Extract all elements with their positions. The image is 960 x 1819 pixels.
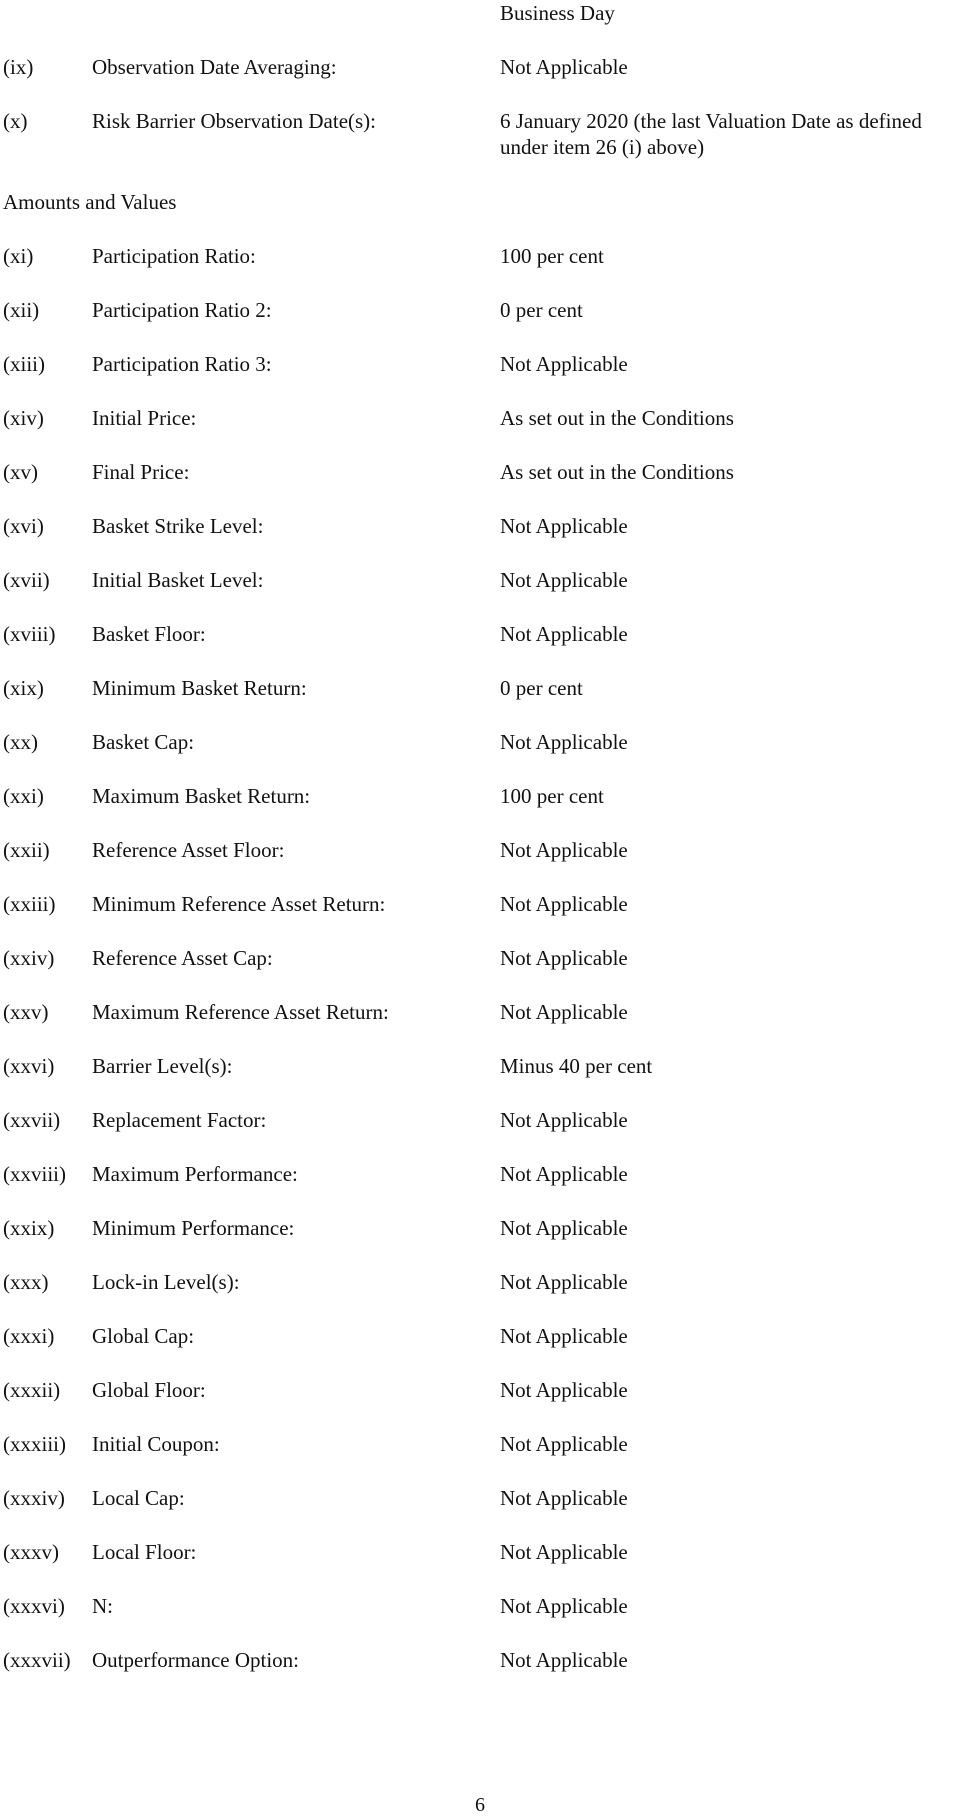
item-label: Basket Cap: xyxy=(92,730,195,754)
item-label: Replacement Factor: xyxy=(92,1108,267,1132)
item-value: Not Applicable xyxy=(500,1108,628,1132)
item-value: Not Applicable xyxy=(500,1594,628,1618)
item-value: Not Applicable xyxy=(500,352,628,376)
item-label: Maximum Basket Return: xyxy=(92,784,311,808)
item-number: (xv) xyxy=(3,460,38,484)
item-label: Minimum Basket Return: xyxy=(92,676,307,700)
page-number: 6 xyxy=(475,1794,485,1816)
item-number: (xxvi) xyxy=(3,1054,55,1078)
item-number: (xii) xyxy=(3,298,40,322)
item-value: 100 per cent xyxy=(500,244,604,268)
item-number: (xx) xyxy=(3,730,38,754)
item-number: (xxi) xyxy=(3,784,44,808)
item-label: Participation Ratio 2: xyxy=(92,298,272,322)
item-label: Minimum Performance: xyxy=(92,1216,295,1240)
item-label: Initial Coupon: xyxy=(92,1432,220,1456)
item-number: (xi) xyxy=(3,244,34,268)
item-number: (xxv) xyxy=(3,1000,49,1024)
item-label: Initial Basket Level: xyxy=(92,568,264,592)
item-number: (xxxvi) xyxy=(3,1594,65,1618)
item-label: Lock-in Level(s): xyxy=(92,1270,240,1294)
item-label: Participation Ratio: xyxy=(92,244,256,268)
item-label: Participation Ratio 3: xyxy=(92,352,272,376)
item-label: Basket Floor: xyxy=(92,622,206,646)
item-value: As set out in the Conditions xyxy=(500,460,734,484)
item-number: (xxix) xyxy=(3,1216,55,1240)
item-value: Not Applicable xyxy=(500,1324,628,1348)
item-label: N: xyxy=(92,1594,113,1618)
item-label: Final Price: xyxy=(92,460,190,484)
item-number: (xxii) xyxy=(3,838,50,862)
item-value: 0 per cent xyxy=(500,676,583,700)
item-number: (xiii) xyxy=(3,352,45,376)
item-label: Observation Date Averaging: xyxy=(92,55,337,79)
item-number: (xxxiv) xyxy=(3,1486,65,1510)
item-label: Local Cap: xyxy=(92,1486,185,1510)
item-label: Reference Asset Cap: xyxy=(92,946,273,970)
item-number: (xvii) xyxy=(3,568,50,592)
section-heading: Amounts and Values xyxy=(3,190,177,214)
item-value: Not Applicable xyxy=(500,55,628,79)
item-value: 100 per cent xyxy=(500,784,604,808)
item-number: (xvi) xyxy=(3,514,44,538)
item-value: Minus 40 per cent xyxy=(500,1054,653,1078)
item-number: (xxxii) xyxy=(3,1378,61,1402)
continued-value-text: Business Day xyxy=(500,1,615,25)
item-value: Not Applicable xyxy=(500,1540,628,1564)
item-value: 0 per cent xyxy=(500,298,583,322)
item-number: (xxiv) xyxy=(3,946,55,970)
item-value: 6 January 2020 (the last Valuation Date as defined under item 26 (i) above) xyxy=(500,109,922,159)
item-value: Not Applicable xyxy=(500,1432,628,1456)
item-number: (xiv) xyxy=(3,406,44,430)
item-number: (xviii) xyxy=(3,622,56,646)
item-number: (xxx) xyxy=(3,1270,49,1294)
item-label: Basket Strike Level: xyxy=(92,514,264,538)
item-number: (xxiii) xyxy=(3,892,56,916)
item-label: Outperformance Option: xyxy=(92,1648,300,1672)
item-value: Not Applicable xyxy=(500,622,628,646)
item-number: (xxxi) xyxy=(3,1324,55,1348)
item-value: Not Applicable xyxy=(500,838,628,862)
item-number: (x) xyxy=(3,109,28,133)
item-number: (xxviii) xyxy=(3,1162,66,1186)
item-number: (xxxiii) xyxy=(3,1432,66,1456)
item-number: (xix) xyxy=(3,676,44,700)
item-label: Maximum Performance: xyxy=(92,1162,298,1186)
item-number: (ix) xyxy=(3,55,34,79)
item-value: Not Applicable xyxy=(500,1162,628,1186)
item-label: Maximum Reference Asset Return: xyxy=(92,1000,389,1024)
item-value: Not Applicable xyxy=(500,1378,628,1402)
item-value: Not Applicable xyxy=(500,730,628,754)
item-label: Minimum Reference Asset Return: xyxy=(92,892,386,916)
item-value: As set out in the Conditions xyxy=(500,406,734,430)
item-number: (xxxv) xyxy=(3,1540,59,1564)
item-value: Not Applicable xyxy=(500,568,628,592)
item-value: Not Applicable xyxy=(500,1216,628,1240)
item-number: (xxxvii) xyxy=(3,1648,71,1672)
item-value: Not Applicable xyxy=(500,1648,628,1672)
item-value: Not Applicable xyxy=(500,946,628,970)
item-value: Not Applicable xyxy=(500,1486,628,1510)
item-value: Not Applicable xyxy=(500,892,628,916)
item-label: Global Floor: xyxy=(92,1378,206,1402)
item-label: Risk Barrier Observation Date(s): xyxy=(92,109,377,133)
item-label: Reference Asset Floor: xyxy=(92,838,285,862)
item-value: Not Applicable xyxy=(500,514,628,538)
item-label: Global Cap: xyxy=(92,1324,195,1348)
item-label: Initial Price: xyxy=(92,406,197,430)
item-label: Local Floor: xyxy=(92,1540,197,1564)
item-number: (xxvii) xyxy=(3,1108,61,1132)
item-value: Not Applicable xyxy=(500,1000,628,1024)
item-value: Not Applicable xyxy=(500,1270,628,1294)
item-label: Barrier Level(s): xyxy=(92,1054,233,1078)
